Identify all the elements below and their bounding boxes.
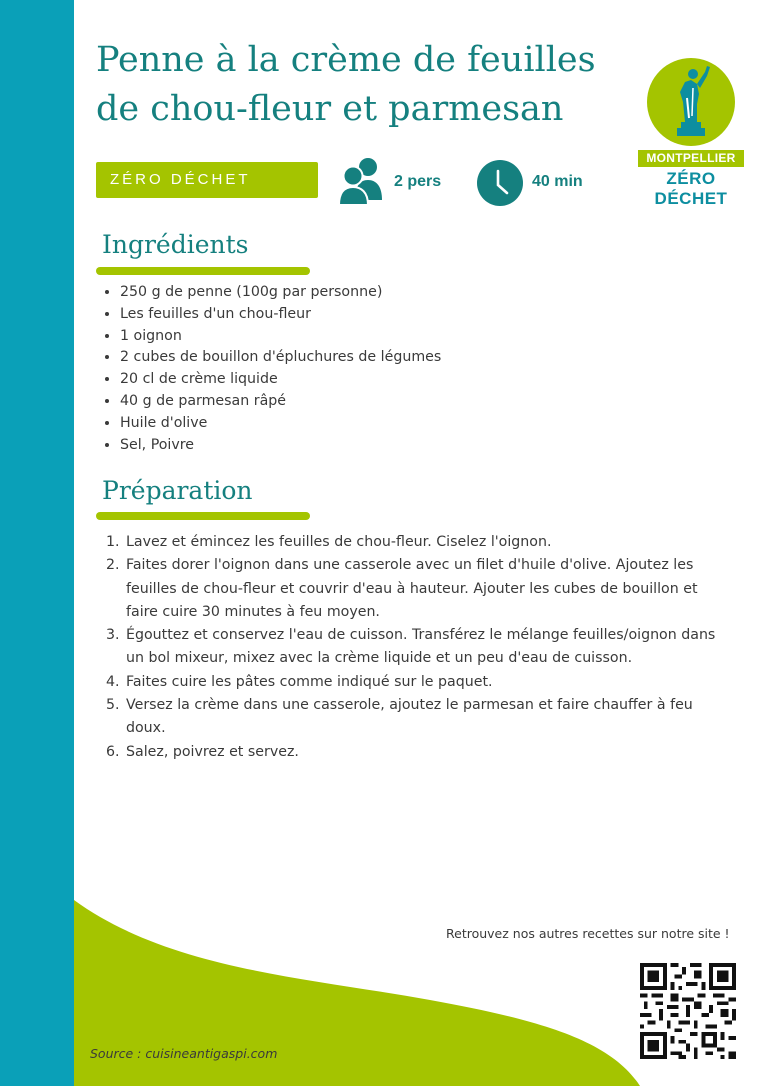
- ingredients-list: [102, 282, 570, 456]
- logo-subtitle: ZÉRO DÉCHET: [654, 169, 728, 208]
- preparation-heading: Préparation: [102, 476, 253, 505]
- ingredients-heading: Ingrédients: [102, 230, 249, 259]
- preparation-underline: [96, 512, 310, 520]
- ingredient-item: • 250 g de penne (100g par personne): [120, 282, 570, 304]
- ingredients-underline: [96, 267, 310, 275]
- qr-code[interactable]: [640, 963, 736, 1059]
- step-item: 4. Faites cuire les pâtes comme indiqué sur le paquet.: [124, 671, 724, 694]
- ingredient-item: • 2 cubes de bouillon d'épluchures de légumes: [120, 347, 570, 369]
- step-item: 1. Lavez et émincez les feuilles de chou-fleur. Ciselez l'oignon.: [124, 531, 724, 554]
- step-item: 3. Égouttez et conservez l'eau de cuisson. Transférez le mélange feuilles/oignon dans un bol mixeur, mixez avec la crème liquide et un peu d'eau de cuisson.: [124, 624, 724, 671]
- ingredient-item: • 1 oignon: [120, 326, 570, 348]
- clock-icon: [477, 160, 523, 206]
- statue-logo-icon: [647, 58, 735, 146]
- preparation-steps: [104, 531, 724, 764]
- duration-text: 40 min: [532, 173, 583, 190]
- source-credit: Source : cuisineantigaspi.com: [90, 1046, 278, 1061]
- step-item: 6. Salez, poivrez et servez.: [124, 741, 724, 764]
- ingredient-item: • 40 g de parmesan râpé: [120, 391, 570, 413]
- ingredient-item: • Sel, Poivre: [120, 435, 570, 457]
- servings-text: 2 pers: [394, 173, 442, 190]
- ingredient-item: • Huile d'olive: [120, 413, 570, 435]
- step-item: 5. Versez la crème dans une casserole, ajoutez le parmesan et faire chauffer à feu doux.: [124, 694, 724, 741]
- logo-band-text: MONTPELLIER: [638, 150, 744, 167]
- step-item: 2. Faites dorer l'oignon dans une casserole avec un filet d'huile d'olive. Ajoutez les feuilles de chou-fleur et couvrir d'eau à hauteur. Ajouter les cubes de bouillon et faire cuire 30 minutes à feu moyen.: [124, 554, 724, 624]
- recipe-title: Penne à la crème de feuilles de chou-fleur et parmesan: [96, 40, 596, 129]
- people-icon: [338, 156, 384, 206]
- ingredient-item: • Les feuilles d'un chou-fleur: [120, 304, 570, 326]
- montpellier-logo: [636, 58, 746, 208]
- ingredient-item: • 20 cl de crème liquide: [120, 369, 570, 391]
- zero-waste-badge: ZÉRO DÉCHET: [96, 162, 318, 198]
- website-note: Retrouvez nos autres recettes sur notre site !: [446, 926, 730, 941]
